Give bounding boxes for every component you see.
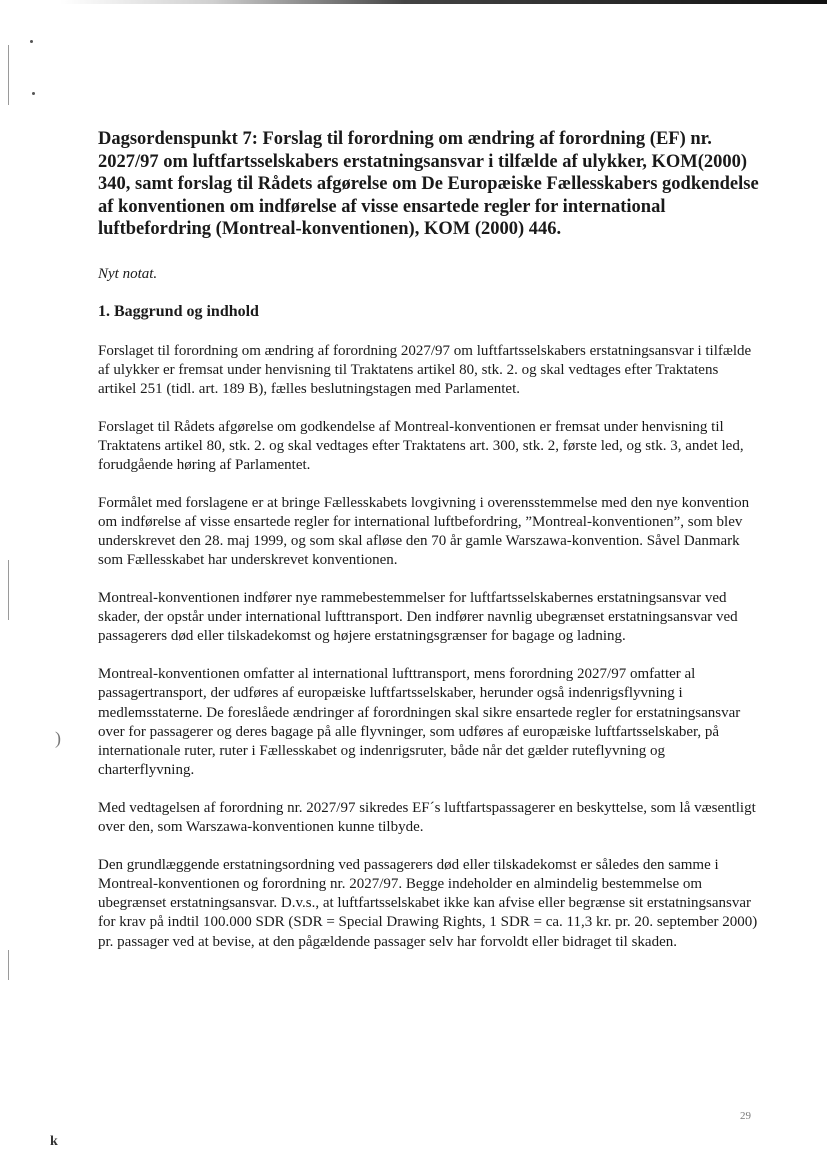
scan-artifact: ) [55, 728, 61, 748]
paragraph: Forslaget til Rådets afgørelse om godkendelse af Montreal-konventionen er fremsat under henvisning til Traktatens artikel 80, stk. 2. og skal vedtages efter Traktatens art. 300, stk. 2, første led, og stk. 3, andet led, forudgående høring af Parlamentet. [98, 418, 744, 474]
scan-margin-mark [8, 950, 9, 980]
paragraph: Montreal-konventionen indfører nye rammebestemmelser for luftfartsselskabernes erstatningsansvar ved skader, der opstår under international lufttransport. Den indfører navnlig ubegrænset erstatningsansvar ved passagerers død eller tilskadekomst og højere erstatningsgrænser for bagage og ladning. [98, 590, 738, 645]
document-title: Dagsordenspunkt 7: Forslag til forordning om ændring af forordning (EF) nr. 2027/97 om luftfartsselskabers erstatningsansvar i tilfælde af ulykker, KOM(2000) 340, samt forslag til Rådets afgørelse om De Europæiske Fællesskabers godkendelse af konventionen om indførelse af visse ensartede regler for international luftbefordring (Montreal-konventionen), KOM (2000) 446. [98, 129, 759, 239]
document-note: Nyt notat. [98, 265, 158, 282]
paragraph: Forslaget til forordning om ændring af forordning 2027/97 om luftfartsselskabers erstatningsansvar i tilfælde af ulykker er fremsat under henvisning til Traktatens artikel 80, stk. 2. og skal vedtages efter Traktatens artikel 251 (tidl. art. 189 B), fælles beslutningstagen med Parlamentet. [98, 342, 752, 397]
paragraph: Med vedtagelsen af forordning nr. 2027/97 sikredes EF´s luftfartspassagerer en beskyttelse, som lå væsentligt over den, som Warszawa-konventionen kunne tilbyde. [98, 799, 756, 836]
page-number: 29 [740, 1110, 751, 1122]
paragraph: Formålet med forslagene er at bringe Fællesskabets lovgivning i overensstemmelse med den nye konvention om indførelse af visse ensartede regler for international luftbefordring, ”Montreal-konventionen”, som blev underskrevet den 28. maj 1999, og som skal afløse den 70 år gamle Warszawa-konvention. Såvel Danmark som Fællesskabet har underskrevet konventionen. [98, 494, 750, 569]
scan-speck [32, 92, 35, 95]
scan-speck [30, 40, 33, 43]
scan-artifact: k [50, 1134, 58, 1149]
paragraph: Den grundlæggende erstatningsordning ved passagerers død eller tilskadekomst er således den samme i Montreal-konventionen og forordning nr. 2027/97. Begge indeholder en almindelig bestemmelse om ubegrænset erstatningsansvar. D.v.s., at luftfartsselskabet ikke kan afvise eller begrænse sit erstatningsansvar for krav på indtil 100.000 SDR (SDR = Special Drawing Rights, 1 SDR = ca. 11,3 kr. pr. 20. september 2000) pr. passager ved at bevise, at den pågældende passager selv har forvoldt eller bidraget til skaden. [98, 856, 758, 950]
scan-top-edge [60, 0, 827, 4]
scan-margin-mark [8, 45, 9, 105]
section-heading: 1. Baggrund og indhold [98, 302, 259, 320]
scan-margin-mark [8, 560, 9, 620]
paragraph: Montreal-konventionen omfatter al international lufttransport, mens forordning 2027/97 omfatter al passagertransport, der udføres af europæiske luftfartsselskaber, herunder også indenrigsflyvning i medlemsstaterne. De foreslåede ændringer af forordningen skal sikre ensartede regler for erstatningsansvar over for passagerer og deres bagage på alle flyvninger, som udføres af europæiske luftfartsselskaber, på internationale ruter, ruter i Fællesskabet og indenrigsruter, både når det gælder ruteflyvning og charterflyvning. [98, 666, 741, 779]
document-body [98, 128, 760, 970]
